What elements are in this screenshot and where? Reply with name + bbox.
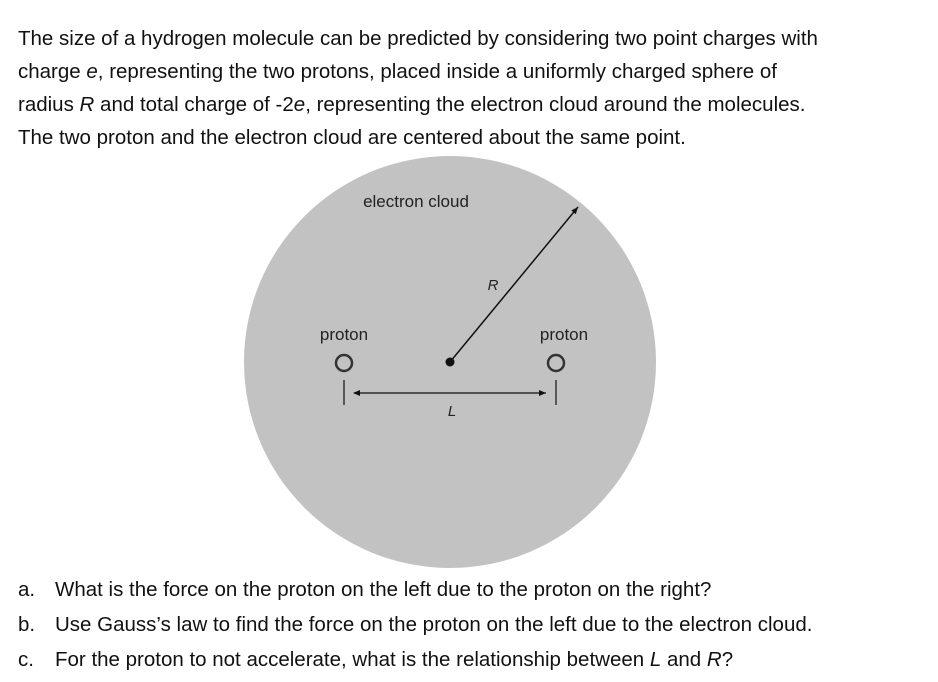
intro-line-2-part-1: charge — [18, 60, 87, 83]
intro-line-1: The size of a hydrogen molecule can be predicted by considering two point charges with — [18, 27, 818, 50]
intro-line-3-part-1: radius — [18, 93, 80, 116]
radius-label: R — [487, 277, 499, 294]
charge-e-variable: e — [86, 60, 98, 83]
electron-cloud-label: electron cloud — [363, 192, 469, 211]
radius-r-variable: R — [79, 93, 95, 116]
question-text-part-1: For the proton to not accelerate, what is the relationship between — [55, 648, 650, 671]
separation-l-variable: L — [649, 648, 662, 671]
separation-label: L — [447, 403, 457, 420]
question-text — [55, 642, 733, 677]
proton-left-label: proton — [319, 325, 369, 344]
question-marker: b. — [18, 613, 36, 636]
question-text-part-3: ? — [721, 648, 734, 671]
question-c — [18, 642, 928, 677]
intro-line-3-part-2: and total charge of -2 — [94, 93, 294, 116]
center-point — [446, 358, 455, 367]
intro-line-2-part-2: , representing the two protons, placed inside a uniformly charged sphere of — [97, 60, 777, 83]
question-a — [18, 572, 928, 607]
question-text: What is the force on the proton on the left due to the proton on the right? — [55, 578, 712, 601]
intro-line-4: The two proton and the electron cloud are centered about the same point. — [18, 126, 686, 149]
charge-e-variable-2: e — [293, 93, 306, 116]
question-text-part-2: and — [661, 648, 707, 671]
proton-left — [336, 355, 352, 371]
question-list — [18, 572, 928, 677]
question-text: Use Gauss’s law to find the force on the proton on the left due to the electron cloud. — [55, 613, 813, 636]
proton-right — [548, 355, 564, 371]
radius-r-variable-2: R — [706, 648, 722, 671]
question-marker: c. — [18, 648, 34, 671]
proton-right-label: proton — [539, 325, 589, 344]
intro-line-3-part-3: , representing the electron cloud around the molecules. — [305, 93, 806, 116]
question-b — [18, 607, 928, 642]
question-marker: a. — [18, 578, 36, 601]
